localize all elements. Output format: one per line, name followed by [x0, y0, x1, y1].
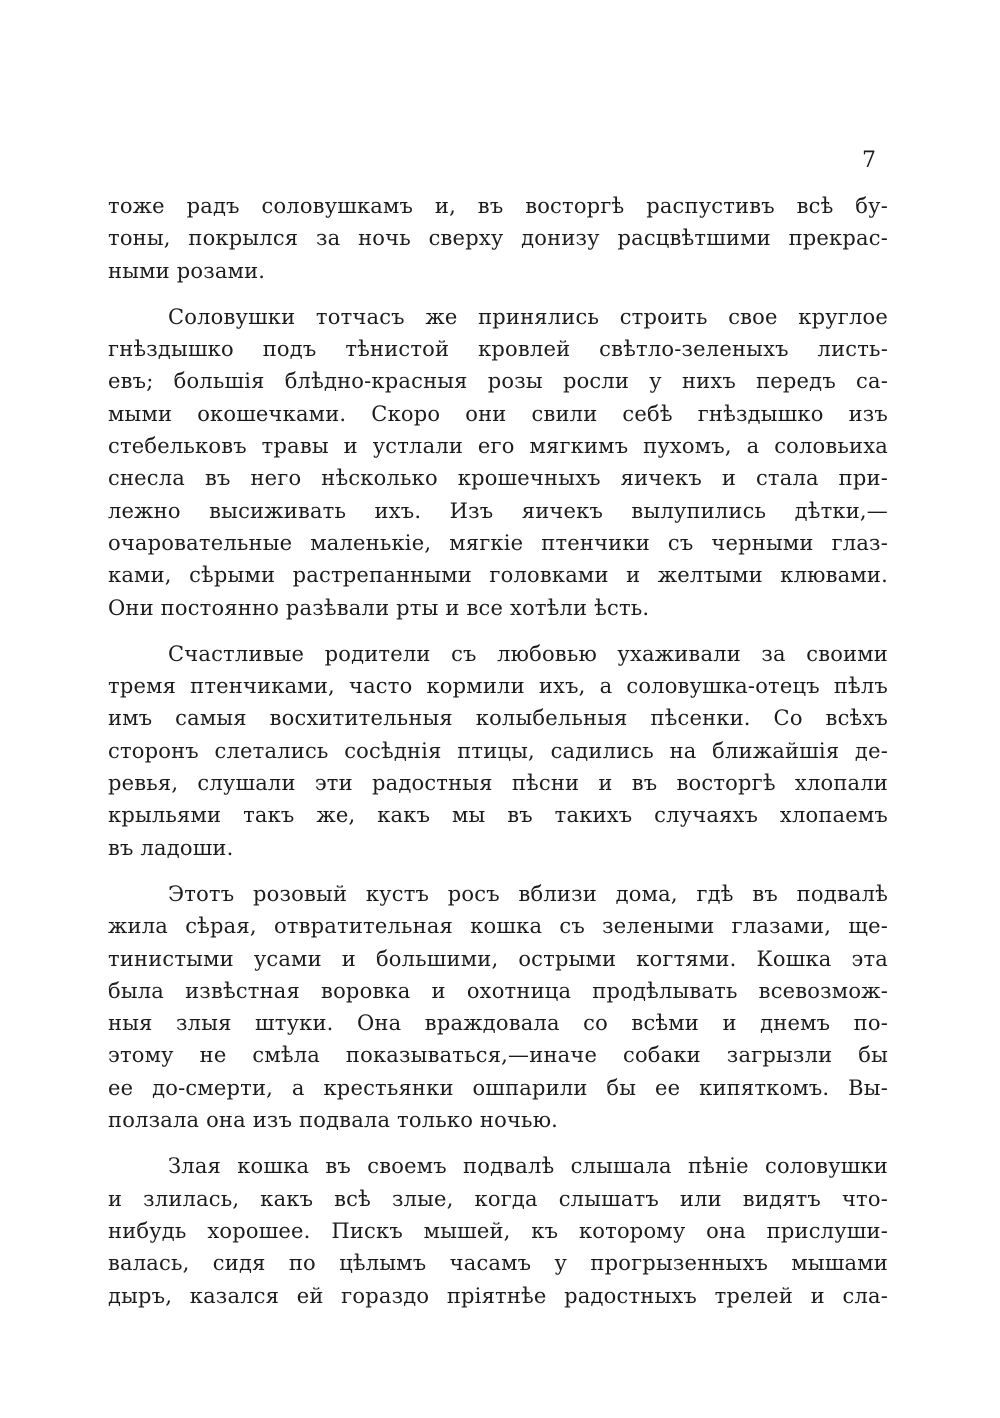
text-line: ныя злыя штуки. Она враждовала со всѣми и днемъ по-: [108, 1011, 888, 1036]
text-line: имъ самыя восхитительныя колыбельныя пѣсенки. Со всѣхъ: [108, 706, 888, 731]
text-line: въ ладоши.: [108, 835, 234, 860]
text-line: ее до-смерти, а крестьянки ошпарили бы ее кипяткомъ. Вы-: [108, 1075, 888, 1100]
text-line: этому не смѣла показываться,—иначе собаки загрызли бы: [108, 1043, 888, 1068]
text-line: сторонъ слетались сосѣднія птицы, садились на ближайшія де-: [108, 738, 888, 763]
text-line: мыми окошечками. Скоро они свили себѣ гнѣздышко изъ: [108, 401, 888, 426]
paragraph: [108, 638, 888, 864]
paragraph: [108, 1150, 888, 1311]
text-line: Счастливые родители съ любовью ухаживали за своими: [168, 641, 888, 666]
text-line: тоже радъ соловушкамъ и, въ восторгѣ распустивъ всѣ бу-: [108, 194, 888, 218]
text-line: Они постоянно разѣвали рты и все хотѣли ѣсть.: [108, 595, 650, 620]
text-line: ползала она изъ подвала только ночью.: [108, 1108, 559, 1133]
text-line: Злая кошка въ своемъ подвалѣ слышала пѣніе соловушки: [168, 1154, 888, 1179]
text-line: Соловушки тотчасъ же принялись строить свое круглое: [168, 304, 888, 329]
text-line: жила сѣрая, отвратительная кошка съ зелеными глазами, ще-: [108, 914, 888, 939]
text-line: гнѣздышко подъ тѣнистой кровлей свѣтло-зеленыхъ листь-: [108, 337, 888, 362]
text-line: ными розами.: [108, 258, 266, 283]
text-line: ками, сѣрыми растрепанными головками и желтыми клювами.: [108, 563, 888, 588]
text-line: дыръ, казался ей гораздо пріятнѣе радостныхъ трелей и сла-: [108, 1283, 888, 1308]
text-line: Этотъ розовый кустъ росъ вблизи дома, гдѣ въ подвалѣ: [168, 881, 888, 906]
book-text: [108, 190, 888, 1312]
text-line: снесла въ него нѣсколько крошечныхъ яичекъ и стала при-: [108, 466, 888, 491]
text-line: тинистыми усами и большими, острыми когтями. Кошка эта: [108, 946, 888, 971]
text-line: стебельковъ травы и устлали его мягкимъ пухомъ, а соловьиха: [108, 434, 888, 459]
text-line: тоны, покрылся за ночь сверху донизу расцвѣтшими прекрас-: [108, 226, 888, 251]
text-line: валась, сидя по цѣлымъ часамъ у прогрызенныхъ мышами: [108, 1251, 888, 1276]
text-line: нибудь хорошее. Пискъ мышей, къ которому она прислуши-: [108, 1218, 888, 1243]
text-line: крыльями такъ же, какъ мы въ такихъ случаяхъ хлопаемъ: [108, 803, 888, 828]
text-line: лежно высиживать ихъ. Изъ яичекъ вылупились дѣтки,—: [108, 498, 888, 523]
page-number: 7: [862, 148, 876, 173]
text-line: очаровательные маленькіе, мягкіе птенчики съ черными глаз-: [108, 530, 888, 555]
text-line: и злилась, какъ всѣ злые, когда слышатъ или видятъ что-: [108, 1186, 888, 1211]
paragraph: [108, 190, 888, 287]
text-line: тремя птенчиками, часто кормили ихъ, а соловушка-отецъ пѣлъ: [108, 674, 888, 699]
paragraph: [108, 301, 888, 624]
text-line: евъ; большія блѣдно-красныя розы росли у нихъ передъ са-: [108, 369, 888, 394]
text-line: ревья, слушали эти радостныя пѣсни и въ восторгѣ хлопали: [108, 771, 888, 796]
paragraph: [108, 878, 888, 1136]
text-line: была извѣстная воровка и охотница продѣлывать всевозмож-: [108, 978, 888, 1003]
